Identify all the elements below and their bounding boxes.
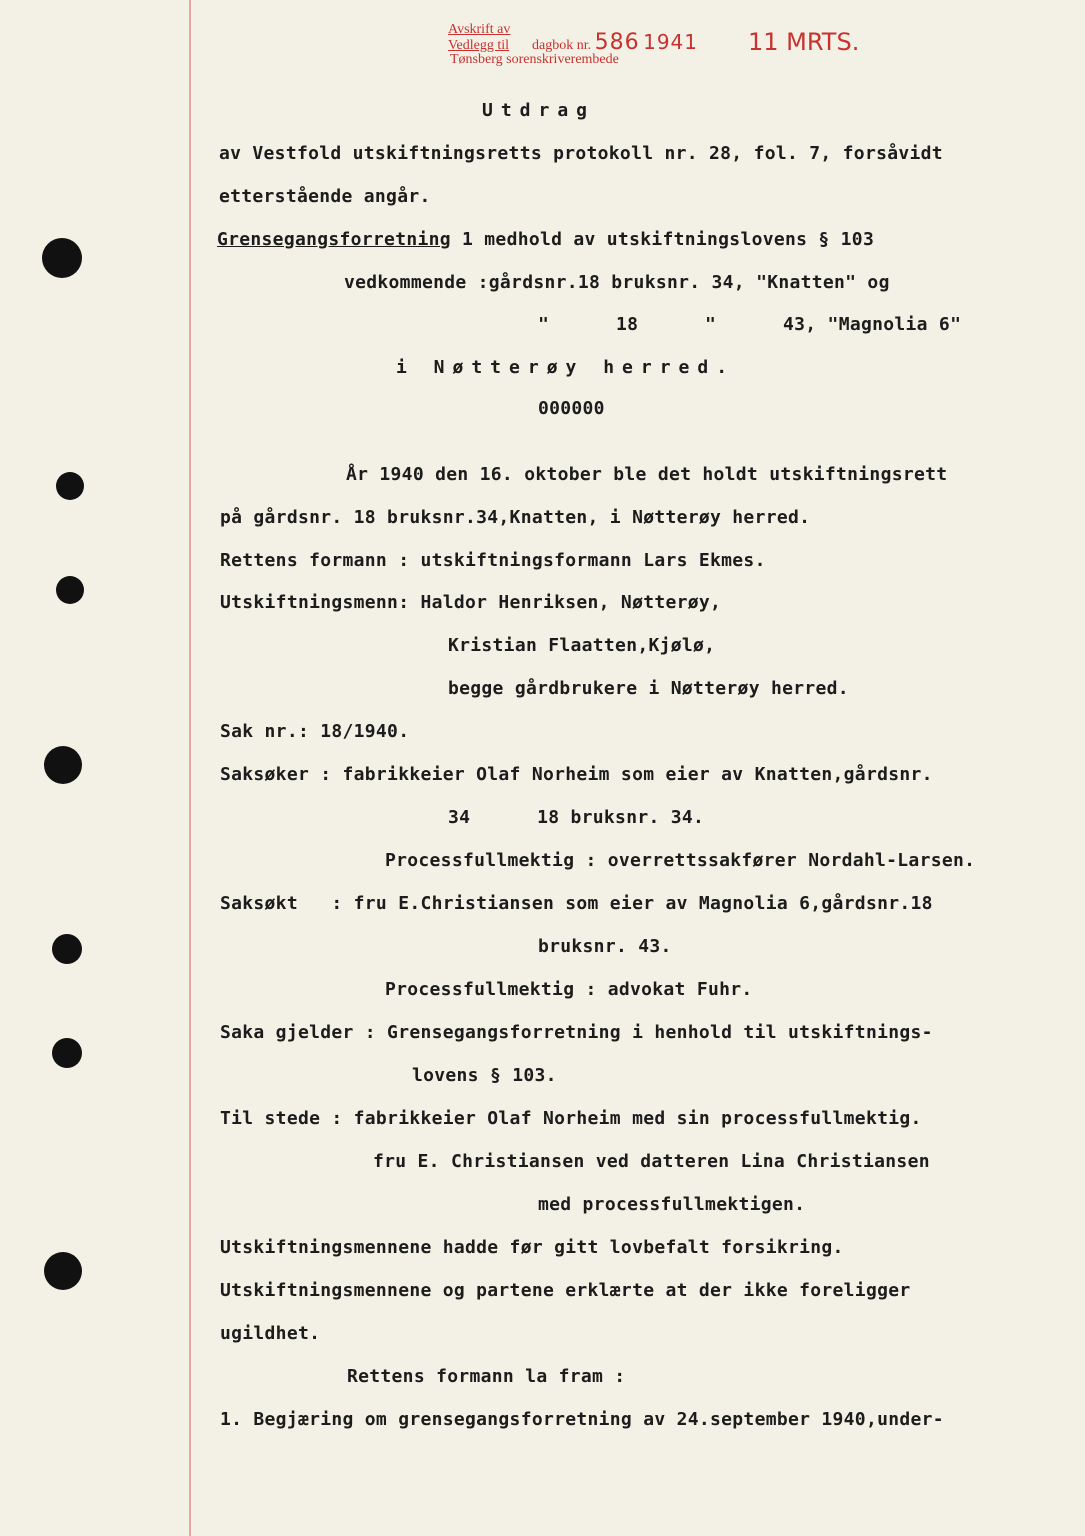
text-line: 34 18 bruksnr. 34. xyxy=(448,807,705,828)
text-line: " 18 " 43, "Magnolia 6" xyxy=(538,314,962,335)
text-line: 1. Begjæring om grensegangsforretning av 24.september 1940,under- xyxy=(220,1409,944,1430)
text-line: begge gårdbrukere i Nøtterøy herred. xyxy=(448,678,849,699)
margin-line xyxy=(189,0,191,1536)
text-line: Rettens formann la fram : xyxy=(347,1366,626,1387)
text-line: Utskiftningsmennene og partene erklærte at der ikke foreligger xyxy=(220,1280,911,1301)
punch-hole xyxy=(52,934,82,964)
text-line: Sak nr.: 18/1940. xyxy=(220,721,410,742)
punch-hole xyxy=(52,1038,82,1068)
text-line: Saka gjelder : Grensegangsforretning i henhold til utskiftnings- xyxy=(220,1022,933,1043)
text-line: Utskiftningsmenn: Haldor Henriksen, Nøtterøy, xyxy=(220,592,722,613)
text-line: Til stede : fabrikkeier Olaf Norheim med sin processfullmektig. xyxy=(220,1108,922,1129)
text-line: Rettens formann : utskiftningsformann Lars Ekmes. xyxy=(220,550,766,571)
text-line: av Vestfold utskiftningsretts protokoll nr. 28, fol. 7, forsåvidt xyxy=(219,143,943,164)
text-line: Utskiftningsmennene hadde før gitt lovbefalt forsikring. xyxy=(220,1237,844,1258)
document-title: Utdrag xyxy=(482,100,596,121)
text-line: Processfullmektig : advokat Fuhr. xyxy=(385,979,753,1000)
stamp-dagbok-label: dagbok nr. xyxy=(532,38,592,53)
stamp-line-1: Avskrift av xyxy=(448,22,511,37)
stamp-year: 1941 xyxy=(643,30,699,54)
separator: 000000 xyxy=(538,398,605,419)
punch-hole xyxy=(56,472,84,500)
text-line: på gårdsnr. 18 bruksnr.34,Knatten, i Nøtterøy herred. xyxy=(220,507,811,528)
stamp-date: 11 MRTS. xyxy=(748,28,860,56)
punch-hole xyxy=(44,1252,82,1290)
heading-underlined: Grensegangsforretning xyxy=(217,229,451,250)
stamp-office: Tønsberg sorenskriverembede xyxy=(450,52,619,67)
punch-hole xyxy=(42,238,82,278)
text-line: Kristian Flaatten,Kjølø, xyxy=(448,635,716,656)
text-line: med processfullmektigen. xyxy=(538,1194,806,1215)
text-line: fru E. Christiansen ved datteren Lina Christiansen xyxy=(373,1151,930,1172)
text-line: i Nøtterøy herred. xyxy=(396,357,736,378)
heading-rest: 1 medhold av utskiftningslovens § 103 xyxy=(462,229,875,250)
text-line: etterstående angår. xyxy=(219,186,431,207)
punch-hole xyxy=(44,746,82,784)
text-line: bruksnr. 43. xyxy=(538,936,672,957)
text-line: Saksøker : fabrikkeier Olaf Norheim som eier av Knatten,gårdsnr. xyxy=(220,764,933,785)
punch-hole xyxy=(56,576,84,604)
heading-line xyxy=(217,229,874,251)
text-line: År 1940 den 16. oktober ble det holdt utskiftningsrett xyxy=(346,464,948,485)
stamp-line-2: Vedlegg til xyxy=(448,38,510,53)
text-line: Processfullmektig : overrettssakfører Nordahl-Larsen. xyxy=(385,850,976,871)
text-line: lovens § 103. xyxy=(412,1065,557,1086)
stamp-dagbok-number: 586 xyxy=(594,30,640,55)
text-line: vedkommende :gårdsnr.18 bruksnr. 34, "Knatten" og xyxy=(344,272,890,293)
text-line: ugildhet. xyxy=(220,1323,321,1344)
text-line: Saksøkt : fru E.Christiansen som eier av Magnolia 6,gårdsnr.18 xyxy=(220,893,933,914)
